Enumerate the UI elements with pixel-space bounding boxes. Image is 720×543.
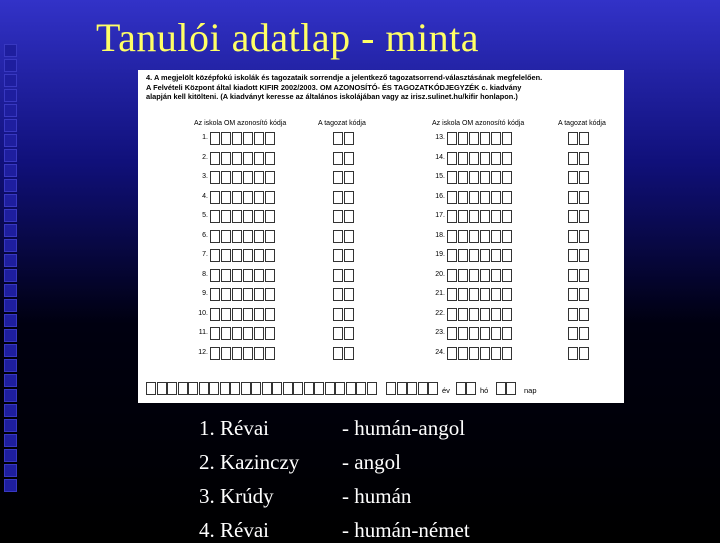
- row-number-left: 3.: [202, 173, 208, 180]
- om-code-box: [243, 152, 253, 165]
- track-code-box: [579, 230, 589, 243]
- decorative-square: [4, 149, 17, 162]
- bottom-code-box: [220, 382, 230, 395]
- date-day-box: [496, 382, 506, 395]
- decorative-square: [4, 269, 17, 282]
- om-code-box: [469, 210, 479, 223]
- bottom-code-box: [251, 382, 261, 395]
- om-code-box: [232, 308, 242, 321]
- om-code-box: [221, 347, 231, 360]
- form-instructions: [146, 73, 622, 102]
- bottom-code-box: [325, 382, 335, 395]
- om-code-box: [232, 171, 242, 184]
- om-code-box: [447, 347, 457, 360]
- track-code-box: [344, 230, 354, 243]
- track-code-box: [333, 171, 343, 184]
- bottom-code-box: [367, 382, 377, 395]
- om-code-box: [243, 230, 253, 243]
- bottom-code-box: [407, 382, 417, 395]
- om-code-box: [265, 308, 275, 321]
- om-code-box: [221, 191, 231, 204]
- om-code-box: [469, 191, 479, 204]
- decorative-square: [4, 344, 17, 357]
- om-code-box: [447, 132, 457, 145]
- om-code-box: [210, 191, 220, 204]
- om-code-box: [232, 249, 242, 262]
- om-code-box: [265, 230, 275, 243]
- om-code-box: [491, 327, 501, 340]
- row-number-right: 13.: [435, 134, 445, 141]
- bottom-code-box: [157, 382, 167, 395]
- row-number-left: 4.: [202, 192, 208, 200]
- om-code-box: [243, 269, 253, 282]
- om-code-box: [243, 288, 253, 301]
- om-code-box: [221, 132, 231, 145]
- decorative-square: [4, 449, 17, 462]
- track-code-box: [568, 249, 578, 262]
- om-code-box: [221, 152, 231, 165]
- track-code-box: [333, 249, 343, 262]
- row-number-right: 21.: [435, 290, 445, 297]
- om-code-box: [210, 327, 220, 340]
- row-number-left: 11.: [198, 329, 208, 336]
- om-code-box: [221, 230, 231, 243]
- decorative-square: [4, 179, 17, 192]
- om-code-box: [210, 288, 220, 301]
- om-code-box: [232, 347, 242, 360]
- decorative-square: [4, 224, 17, 237]
- om-code-box: [221, 327, 231, 340]
- om-code-box: [232, 210, 242, 223]
- column-header-track-left: A tagozat kódja: [318, 120, 366, 127]
- om-code-box: [491, 269, 501, 282]
- bottom-code-box: [209, 382, 219, 395]
- decorative-square: [4, 74, 17, 87]
- bottom-code-box: [199, 382, 209, 395]
- om-code-box: [265, 347, 275, 360]
- om-code-box: [491, 152, 501, 165]
- om-code-box: [469, 347, 479, 360]
- om-code-box: [447, 327, 457, 340]
- om-code-box: [458, 249, 468, 262]
- decorative-square: [4, 359, 17, 372]
- om-code-box: [469, 269, 479, 282]
- om-code-box: [243, 308, 253, 321]
- decorative-square: [4, 239, 17, 252]
- track-code-box: [333, 269, 343, 282]
- track-code-box: [579, 327, 589, 340]
- om-code-box: [502, 132, 512, 145]
- om-code-box: [480, 191, 490, 204]
- om-code-box: [480, 308, 490, 321]
- row-number-left: 12.: [198, 348, 208, 356]
- om-code-box: [491, 308, 501, 321]
- column-header-school-right: Az iskola OM azonosító kódja: [432, 120, 525, 127]
- om-code-box: [491, 288, 501, 301]
- om-code-box: [469, 152, 479, 165]
- track-code-box: [568, 269, 578, 282]
- bottom-code-box: [178, 382, 188, 395]
- track-choice: - humán-német: [342, 518, 470, 542]
- bottom-code-box: [262, 382, 272, 395]
- om-code-box: [469, 308, 479, 321]
- om-code-box: [232, 269, 242, 282]
- om-code-box: [265, 132, 275, 145]
- om-code-box: [210, 269, 220, 282]
- row-number-left: 6.: [202, 231, 208, 239]
- track-code-box: [344, 347, 354, 360]
- om-code-box: [265, 152, 275, 165]
- slide-title: Tanulói adatlap - minta: [96, 15, 480, 60]
- decorative-square: [4, 389, 17, 402]
- om-code-box: [232, 327, 242, 340]
- track-code-box: [333, 347, 343, 360]
- om-code-box: [254, 269, 264, 282]
- track-code-box: [344, 210, 354, 223]
- column-header-school-left: Az iskola OM azonosító kódja: [194, 120, 287, 127]
- om-code-box: [447, 288, 457, 301]
- date-month-box: [466, 382, 476, 395]
- om-code-box: [502, 249, 512, 262]
- bottom-code-box: [167, 382, 177, 395]
- decorative-square: [4, 134, 17, 147]
- track-code-box: [579, 191, 589, 204]
- bottom-code-box: [272, 382, 282, 395]
- track-code-box: [344, 269, 354, 282]
- date-day-box: [506, 382, 516, 395]
- om-code-box: [491, 230, 501, 243]
- track-code-box: [344, 132, 354, 145]
- om-code-box: [221, 249, 231, 262]
- om-code-box: [265, 327, 275, 340]
- instruction-line: alapján kell kitölteni. (A kiadványt keresse az általános iskolájában vagy az irisz.sulinet.hu/kifir honlapon.): [146, 92, 518, 102]
- school-choice: 3. Krúdy: [199, 484, 274, 508]
- date-month-label: hó: [480, 386, 489, 395]
- om-code-box: [458, 347, 468, 360]
- track-code-box: [579, 269, 589, 282]
- row-number-left: 7.: [202, 251, 208, 258]
- om-code-box: [447, 269, 457, 282]
- om-code-box: [458, 288, 468, 301]
- date-year-box: [418, 382, 428, 395]
- decorative-square: [4, 314, 17, 327]
- om-code-box: [232, 230, 242, 243]
- row-number-right: 24.: [435, 348, 445, 356]
- date-month-box: [456, 382, 466, 395]
- om-code-box: [210, 152, 220, 165]
- om-code-box: [254, 347, 264, 360]
- decorative-square: [4, 329, 17, 342]
- bottom-code-box: [230, 382, 240, 395]
- om-code-box: [254, 132, 264, 145]
- om-code-box: [243, 210, 253, 223]
- om-code-box: [480, 288, 490, 301]
- om-code-box: [469, 327, 479, 340]
- om-code-box: [502, 347, 512, 360]
- track-code-box: [568, 308, 578, 321]
- bottom-code-box: [241, 382, 251, 395]
- om-code-box: [221, 171, 231, 184]
- om-code-box: [447, 308, 457, 321]
- track-code-box: [568, 152, 578, 165]
- date-year-box: [428, 382, 438, 395]
- om-code-box: [491, 347, 501, 360]
- om-code-box: [480, 152, 490, 165]
- om-code-box: [491, 249, 501, 262]
- om-code-box: [447, 171, 457, 184]
- track-code-box: [568, 191, 578, 204]
- decorative-square: [4, 254, 17, 267]
- om-code-box: [491, 191, 501, 204]
- track-code-box: [579, 288, 589, 301]
- track-code-box: [344, 327, 354, 340]
- om-code-box: [458, 269, 468, 282]
- decorative-square: [4, 374, 17, 387]
- track-choice: - angol: [342, 450, 401, 474]
- track-code-box: [344, 171, 354, 184]
- om-code-box: [480, 132, 490, 145]
- track-code-box: [333, 308, 343, 321]
- decorative-square: [4, 464, 17, 477]
- track-code-box: [568, 347, 578, 360]
- bottom-code-box: [397, 382, 407, 395]
- om-code-box: [243, 132, 253, 145]
- om-code-box: [458, 230, 468, 243]
- row-number-right: 15.: [435, 173, 445, 180]
- decorative-square: [4, 404, 17, 417]
- om-code-box: [243, 191, 253, 204]
- om-code-box: [210, 308, 220, 321]
- track-code-box: [579, 210, 589, 223]
- om-code-box: [469, 230, 479, 243]
- om-code-box: [480, 269, 490, 282]
- om-code-box: [502, 269, 512, 282]
- om-code-box: [265, 171, 275, 184]
- track-code-box: [579, 132, 589, 145]
- om-code-box: [480, 171, 490, 184]
- decorative-square: [4, 434, 17, 447]
- om-code-box: [210, 210, 220, 223]
- om-code-box: [458, 191, 468, 204]
- row-number-left: 9.: [202, 290, 208, 297]
- row-number-right: 20.: [435, 270, 445, 278]
- om-code-box: [265, 269, 275, 282]
- decorative-square: [4, 209, 17, 222]
- track-code-box: [568, 132, 578, 145]
- track-code-box: [333, 230, 343, 243]
- instruction-line: A Felvételi Központ által kiadott KIFIR 2002/2003. OM AZONOSÍTÓ- ÉS TAGOZATKÓDJEGYZÉK c. kiadvány: [146, 82, 522, 92]
- om-code-box: [254, 327, 264, 340]
- om-code-box: [254, 249, 264, 262]
- om-code-box: [265, 210, 275, 223]
- track-code-box: [333, 132, 343, 145]
- track-code-box: [579, 249, 589, 262]
- om-code-box: [469, 171, 479, 184]
- bottom-code-box: [188, 382, 198, 395]
- track-code-box: [568, 210, 578, 223]
- track-code-box: [344, 308, 354, 321]
- track-code-box: [568, 288, 578, 301]
- track-code-box: [333, 288, 343, 301]
- om-code-box: [221, 269, 231, 282]
- bottom-code-box: [146, 382, 156, 395]
- om-code-box: [254, 308, 264, 321]
- om-code-box: [447, 152, 457, 165]
- bottom-code-box: [346, 382, 356, 395]
- row-number-left: 2.: [202, 153, 208, 161]
- om-code-box: [502, 210, 512, 223]
- decorative-square: [4, 104, 17, 117]
- school-choice: 2. Kazinczy: [199, 450, 300, 474]
- decorative-square: [4, 419, 17, 432]
- bottom-code-box: [335, 382, 345, 395]
- om-code-box: [210, 347, 220, 360]
- om-code-box: [491, 132, 501, 145]
- om-code-box: [458, 171, 468, 184]
- om-code-box: [469, 249, 479, 262]
- om-code-box: [243, 327, 253, 340]
- decorative-square: [4, 44, 17, 57]
- decorative-square: [4, 479, 17, 492]
- track-code-box: [568, 327, 578, 340]
- om-code-box: [469, 132, 479, 145]
- bottom-code-box: [304, 382, 314, 395]
- track-code-box: [333, 191, 343, 204]
- school-choice: 1. Révai: [199, 416, 269, 440]
- track-code-box: [579, 152, 589, 165]
- om-code-box: [502, 171, 512, 184]
- om-code-box: [232, 132, 242, 145]
- track-choice: - humán: [342, 484, 412, 508]
- om-code-box: [210, 132, 220, 145]
- om-code-box: [447, 249, 457, 262]
- track-code-box: [344, 152, 354, 165]
- om-code-box: [210, 230, 220, 243]
- date-year-label: év: [442, 386, 450, 395]
- om-code-box: [221, 288, 231, 301]
- om-code-box: [458, 132, 468, 145]
- row-number-right: 17.: [435, 212, 445, 219]
- om-code-box: [458, 308, 468, 321]
- om-code-box: [491, 210, 501, 223]
- row-number-left: 5.: [202, 212, 208, 219]
- bottom-code-box: [314, 382, 324, 395]
- om-code-box: [210, 249, 220, 262]
- row-number-left: 1.: [202, 134, 208, 141]
- decorative-square: [4, 299, 17, 312]
- om-code-box: [265, 288, 275, 301]
- track-code-box: [579, 308, 589, 321]
- track-code-box: [333, 327, 343, 340]
- form-scan: [138, 70, 624, 403]
- row-number-right: 22.: [435, 309, 445, 317]
- om-code-box: [502, 152, 512, 165]
- om-code-box: [469, 288, 479, 301]
- om-code-box: [254, 171, 264, 184]
- bottom-code-box: [283, 382, 293, 395]
- track-code-box: [568, 230, 578, 243]
- row-number-left: 10.: [198, 309, 208, 317]
- track-choice: - humán-angol: [342, 416, 466, 440]
- om-code-box: [232, 288, 242, 301]
- decorative-square: [4, 284, 17, 297]
- row-number-right: 23.: [435, 329, 445, 336]
- om-code-box: [254, 230, 264, 243]
- decorative-square: [4, 59, 17, 72]
- decorative-square: [4, 164, 17, 177]
- om-code-box: [458, 210, 468, 223]
- om-code-box: [243, 347, 253, 360]
- bottom-code-box: [386, 382, 396, 395]
- om-code-box: [447, 191, 457, 204]
- date-day-label: nap: [524, 386, 537, 395]
- om-code-box: [480, 230, 490, 243]
- om-code-box: [502, 288, 512, 301]
- track-code-box: [579, 171, 589, 184]
- row-number-right: 19.: [435, 251, 445, 258]
- row-number-left: 8.: [202, 270, 208, 278]
- track-code-box: [333, 152, 343, 165]
- om-code-box: [221, 308, 231, 321]
- om-code-box: [502, 230, 512, 243]
- row-number-right: 18.: [435, 231, 445, 239]
- om-code-box: [254, 288, 264, 301]
- om-code-box: [502, 308, 512, 321]
- om-code-box: [254, 210, 264, 223]
- om-code-box: [502, 191, 512, 204]
- bottom-code-box: [356, 382, 366, 395]
- om-code-box: [232, 152, 242, 165]
- om-code-box: [254, 191, 264, 204]
- om-code-box: [502, 327, 512, 340]
- om-code-box: [243, 171, 253, 184]
- om-code-box: [447, 210, 457, 223]
- om-code-box: [480, 249, 490, 262]
- om-code-box: [265, 249, 275, 262]
- column-header-track-right: A tagozat kódja: [558, 120, 606, 127]
- om-code-box: [254, 152, 264, 165]
- track-code-box: [344, 191, 354, 204]
- om-code-box: [243, 249, 253, 262]
- om-code-box: [265, 191, 275, 204]
- decorative-square: [4, 119, 17, 132]
- om-code-box: [447, 230, 457, 243]
- bottom-code-box: [293, 382, 303, 395]
- track-code-box: [344, 249, 354, 262]
- om-code-box: [480, 210, 490, 223]
- decorative-square: [4, 194, 17, 207]
- om-code-box: [221, 210, 231, 223]
- om-code-box: [480, 327, 490, 340]
- track-code-box: [579, 347, 589, 360]
- om-code-box: [458, 327, 468, 340]
- row-number-right: 16.: [435, 192, 445, 200]
- om-code-box: [491, 171, 501, 184]
- decorative-square-strip: [0, 0, 22, 540]
- school-choice: 4. Révai: [199, 518, 269, 542]
- track-code-box: [344, 288, 354, 301]
- decorative-square: [4, 89, 17, 102]
- om-code-box: [480, 347, 490, 360]
- om-code-box: [232, 191, 242, 204]
- track-code-box: [333, 210, 343, 223]
- track-code-box: [568, 171, 578, 184]
- row-number-right: 14.: [435, 153, 445, 161]
- om-code-box: [210, 171, 220, 184]
- om-code-box: [458, 152, 468, 165]
- instruction-line: 4. A megjelölt középfokú iskolák és tagozataik sorrendje a jelentkező tagozatsorrend-választásának megfelelően.: [146, 73, 543, 82]
